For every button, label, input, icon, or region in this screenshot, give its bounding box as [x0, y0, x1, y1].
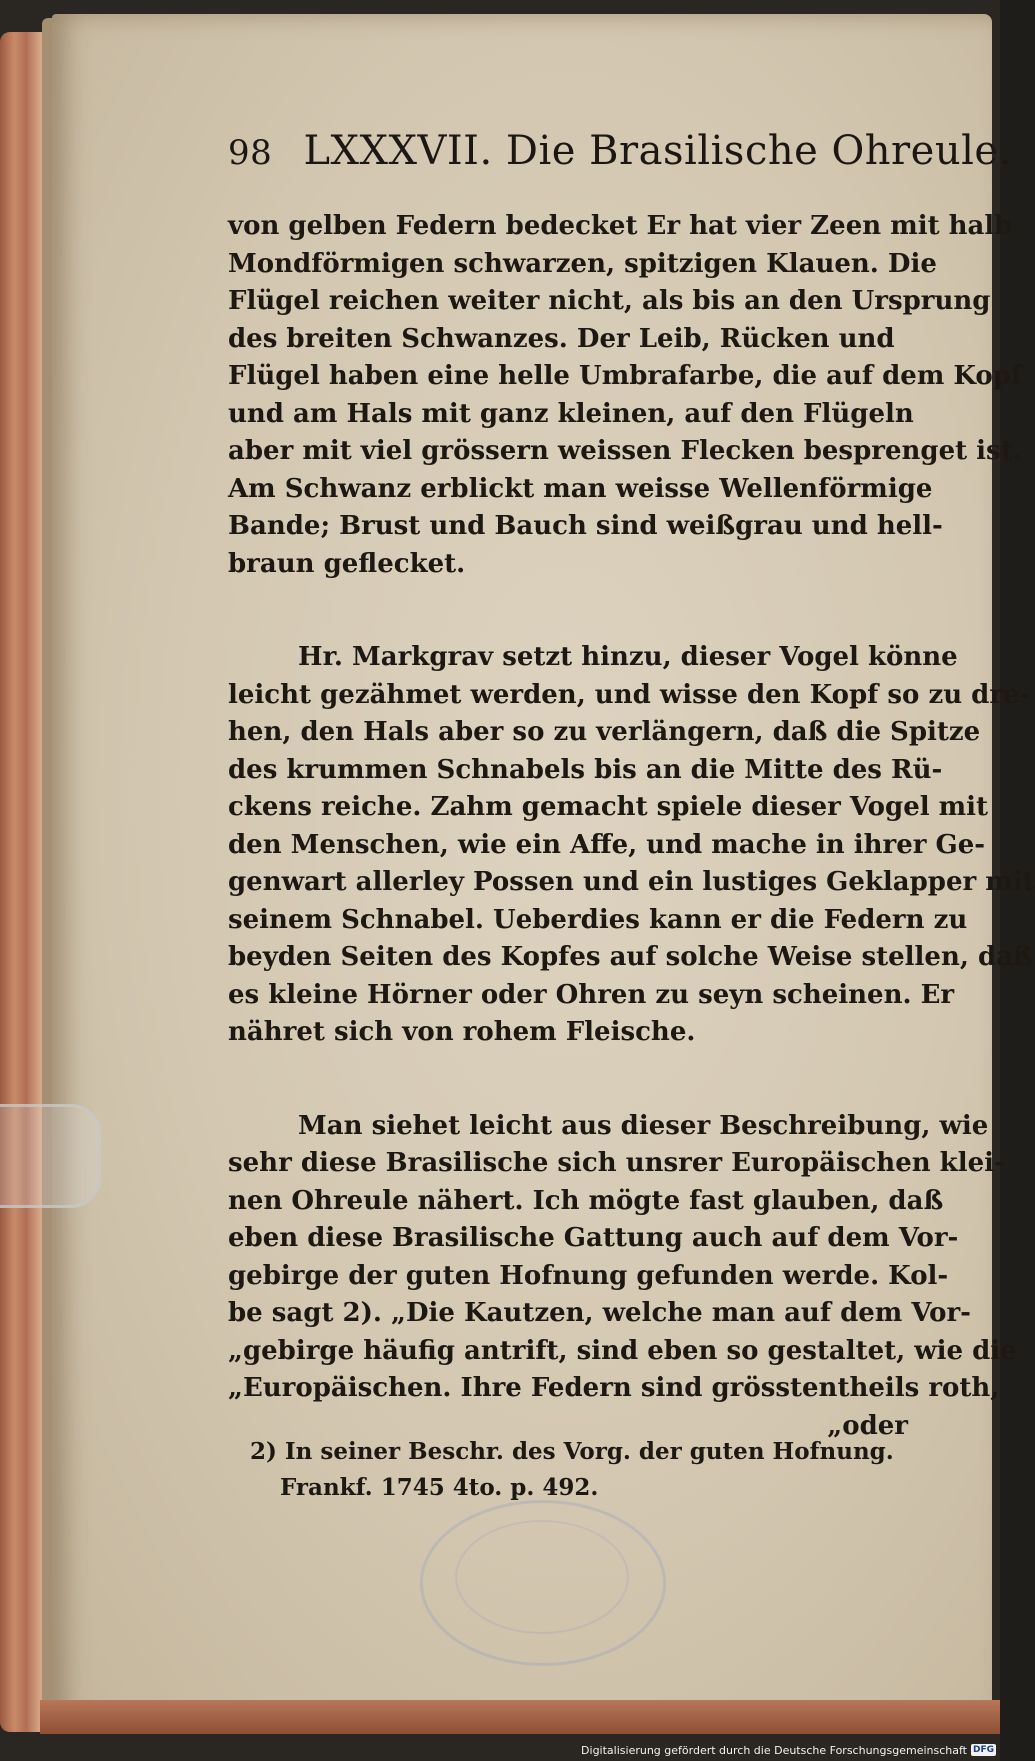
text-line: den Menschen, wie ein Affe, und mache in ihrer Ge-: [228, 829, 986, 860]
text-line: eben diese Brasilische Gattung auch auf dem Vor-: [228, 1223, 959, 1253]
paragraph-3: [228, 1108, 1017, 1446]
text-line: beyden Seiten des Kopfes auf solche Weise stellen, daß: [228, 942, 1033, 972]
text-line: und am Hals mit ganz kleinen, auf den Flügeln: [228, 398, 914, 429]
text-line: be sagt 2). „Die Kautzen, welche man auf dem Vor-: [228, 1298, 971, 1328]
text-line: Bande; Brust und Bauch sind weißgrau und hell-: [228, 511, 943, 541]
text-line: seinem Schnabel. Ueberdies kann er die Federn zu: [228, 904, 968, 935]
footnote-line: Frankf. 1745 4to. p. 492.: [280, 1474, 599, 1501]
page-clip: [0, 1104, 101, 1208]
book-bottom-edge: [40, 1700, 1000, 1734]
text-line: nen Ohreule nähert. Ich mögte fast glauben, daß: [228, 1185, 944, 1216]
text-line: Hr. Markgrav setzt hinzu, dieser Vogel könne: [298, 642, 958, 672]
credit-text: Digitalisierung gefördert durch die Deutsche Forschungsgemeinschaft: [581, 1743, 967, 1757]
text-line: „gebirge häufig antrift, sind eben so gestaltet, wie die: [228, 1335, 1017, 1366]
text-line: des krummen Schnabels bis an die Mitte des Rü-: [228, 754, 943, 785]
text-line: ckens reiche. Zahm gemacht spiele dieser Vogel mit: [228, 792, 989, 822]
text-line: nähret sich von rohem Fleische.: [228, 1017, 696, 1047]
catchword: „oder: [827, 1410, 908, 1441]
digitization-credit: [581, 1740, 996, 1760]
paragraph-gap: [228, 583, 908, 639]
text-line: Mondförmigen schwarzen, spitzigen Klauen. Die: [228, 248, 937, 279]
text-line: Man siehet leicht aus dieser Beschreibung, wie: [298, 1110, 989, 1141]
footnote: [250, 1434, 910, 1506]
text-line: hen, den Hals aber so zu verlängern, daß die Spitze: [228, 717, 981, 747]
text-line: „Europäischen. Ihre Federn sind grösstentheils roth,: [228, 1373, 1000, 1403]
text-line: genwart allerley Possen und ein lustiges Geklapper mit: [228, 867, 1035, 897]
text-line: Am Schwanz erblickt man weisse Wellenförmige: [228, 473, 933, 504]
body-text: [228, 208, 1035, 1445]
text-line: es kleine Hörner oder Ohren zu seyn scheinen. Er: [228, 979, 955, 1010]
running-header: [228, 128, 1012, 174]
library-stamp-inner: [455, 1520, 629, 1634]
text-line: sehr diese Brasilische sich unsrer Europäischen klei-: [228, 1148, 1005, 1178]
text-line: Flügel haben eine helle Umbrafarbe, die auf dem Kopf: [228, 361, 1023, 391]
dfg-logo: DFG: [972, 1745, 994, 1755]
text-line: braun geflecket.: [228, 548, 466, 579]
text-line: von gelben Federn bedecket Er hat vier Zeen mit halb: [228, 211, 1013, 241]
text-line: aber mit viel grössern weissen Flecken besprenget ist.: [228, 436, 1022, 466]
text-line: Flügel reichen weiter nicht, als bis an den Ursprung: [228, 286, 991, 316]
paragraph-gap: [228, 1052, 908, 1108]
text-line: gebirge der guten Hofnung gefunden werde. Kol-: [228, 1260, 949, 1291]
text-line: leicht gezähmet werden, und wisse den Kopf so zu dre-: [228, 679, 1031, 710]
paragraph-1: [228, 208, 1023, 583]
text-line: des breiten Schwanzes. Der Leib, Rücken und: [228, 323, 895, 354]
page-number: 98: [228, 133, 273, 173]
chapter-title: LXXXVII. Die Brasilische Ohreule.: [303, 128, 1012, 174]
footnote-line: 2) In seiner Beschr. des Vorg. der guten Hofnung.: [250, 1438, 894, 1465]
paragraph-2: [228, 639, 1035, 1052]
